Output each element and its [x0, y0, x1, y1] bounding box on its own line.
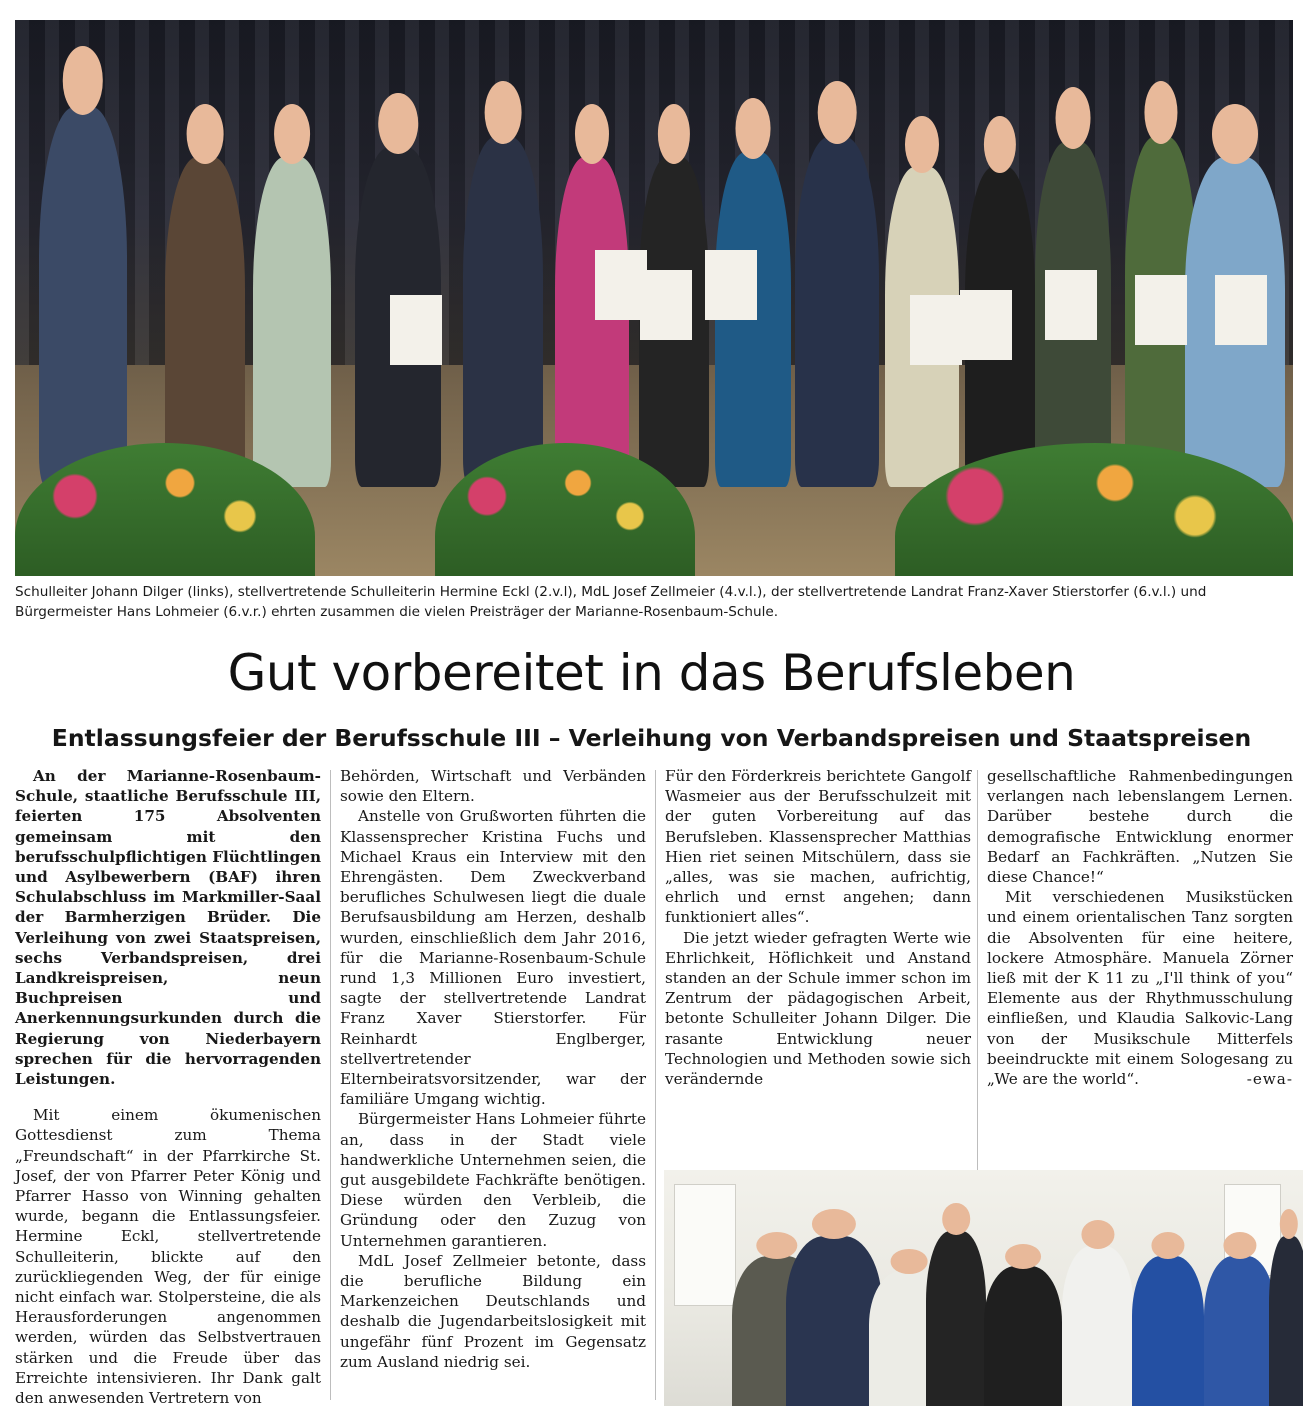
author-signature: -ewa- — [1246, 1070, 1293, 1089]
article-paragraph: Bürgermeister Hans Lohmeier führte an, dass in der Stadt viele handwerkliche Unternehmen seien, die gut ausgebildete Fachkräfte benötigen. Diese würden den Verbleib, die Gründung oder den Zuzug von Unternehmen garantieren. — [340, 1110, 646, 1250]
group-photo — [664, 1170, 1303, 1406]
column-rule — [330, 770, 331, 1400]
person-figure — [984, 1266, 1062, 1406]
article-paragraph: MdL Josef Zellmeier betonte, dass die berufliche Bildung ein Markenzeichen Deutschlands und deshalb die Jugendarbeitslosigkeit mit ungefähr fünf Prozent im Gegensatz zum Ausland niedrig sei. — [340, 1251, 646, 1371]
certificate — [960, 290, 1012, 360]
person-figure — [1132, 1256, 1204, 1406]
article-paragraph: Mit einem ökumenischen Gottesdienst zum Thema „Freundschaft“ in der Pfarrkirche St. Josef, der von Pfarrer Peter König und Pfarrer Hasso von Winning gehalten wurde, begann die Entlassungsfeier. Hermine Eckl, stellvertretende Schulleiterin, blickte auf den zurückliegenden Weg, der für einige nicht einfach war. Stolpersteine, die als Herausforderungen angenommen werden, würden das Selbstvertrauen stärken und die Freude über das Erreichte intensivieren. Ihr Dank galt den anwesenden Vertretern von — [15, 1106, 321, 1408]
certificate — [1215, 275, 1267, 345]
article-column-3 — [665, 766, 971, 1089]
person-figure — [926, 1231, 986, 1406]
certificate — [705, 250, 757, 320]
subheadline: Entlassungsfeier der Berufsschule III – Verleihung von Verbandspreisen und Staatspreisen — [51, 724, 1252, 752]
article-lead: An der Marianne-Rosenbaum-Schule, staatliche Berufsschule III, feierten 175 Absolventen gemeinsam mit den berufsschulpflichtigen Flüchtlingen und Asylbewerbern (BAF) ihren Schulabschluss im Markmiller-Saal der Barmherzigen Brüder. Die Verleihung von zwei Staatspreisen, sechs Verbandspreisen, drei Landkreispreisen, neun Buchpreisen und Anerkennungsurkunden durch die Regierung von Niederbayern sprechen für die hervorragenden Leistungen. — [15, 767, 321, 1089]
person-figure — [555, 157, 629, 487]
person-figure — [463, 137, 543, 487]
person-figure — [39, 107, 127, 487]
photo-caption: Schulleiter Johann Dilger (links), stellvertretende Schulleiterin Hermine Eckl (2.v.l), MdL Josef Zellmeier (4.v.l.), der stellvertretende Landrat Franz-Xaver Stierstorfer (6.v.l.) und Bürgermeister Hans Lohmeier (6.v.r.) ehrten zusammen die vielen Preisträger der Marianne-Rosenbaum-Schule. — [15, 584, 1207, 620]
article-paragraph: gesellschaftliche Rahmenbedingungen verlangen nach lebenslangem Lernen. Darüber bestehe durch die demografische Entwicklung enormer Bedarf an Fachkräften. „Nutzen Sie diese Chance!“ — [987, 767, 1293, 887]
person-figure — [165, 157, 245, 487]
person-figure — [786, 1236, 882, 1406]
article-column-2 — [340, 766, 646, 1372]
article-column-4 — [987, 766, 1293, 1089]
article-paragraph: Für den Förderkreis berichtete Gangolf Wasmeier aus der Berufsschulzeit mit der guten Vorbereitung auf das Berufsleben. Klassensprecher Matthias Hien riet seinen Mitschülern, dass sie „alles, was sie machen, aufrichtig, ehrlich und ernst angehen; dann funktioniert alles“. — [665, 767, 971, 927]
person-figure — [1204, 1256, 1276, 1406]
window-frame — [674, 1184, 736, 1306]
certificate — [390, 295, 442, 365]
certificate — [1135, 275, 1187, 345]
article-paragraph — [987, 887, 1293, 1089]
headline: Gut vorbereitet in das Berufsleben — [227, 644, 1076, 702]
certificate — [1045, 270, 1097, 340]
person-figure — [795, 137, 879, 487]
certificate — [640, 270, 692, 340]
article-paragraph: Anstelle von Grußworten führten die Klassensprecher Kristina Fuchs und Michael Kraus ein Interview mit den Ehrengästen. Dem Zweckverband berufliches Schulwesen liegt die duale Berufsausbildung am Herzen, deshalb wurden, einschließlich dem Jahr 2016, für die Marianne-Rosenbaum-Schule rund 1,3 Millionen Euro investiert, sagte der stellvertretende Landrat Franz Xaver Stierstorfer. Für Reinhardt Englberger, stellvertretender Elternbeiratsvorsitzender, war der familiäre Umgang wichtig. — [340, 807, 646, 1109]
stage-photo — [15, 20, 1293, 576]
column-rule — [655, 770, 656, 1400]
person-figure — [1269, 1236, 1303, 1406]
person-figure — [1062, 1246, 1134, 1406]
article-paragraph: Die jetzt wieder gefragten Werte wie Ehrlichkeit, Höflichkeit und Anstand standen an der Schule immer schon im Zentrum der pädagogischen Arbeit, betonte Schulleiter Johann Dilger. Die rasante Entwicklung neuer Technologien und Methoden sowie sich verändernde — [665, 928, 971, 1089]
certificate — [910, 295, 962, 365]
article-paragraph-text: Mit verschiedenen Musikstücken und einem orientalischen Tanz sorgten die Absolventen für eine heitere, lockere Atmosphäre. Manuela Zörner ließ mit der K 11 zu „I'll think of you“ Elemente aus der Rhythmusschulung einfließen, und Klaudia Salkovic-Lang von der Musikschule Mitterfels beeindruckte mit einem Sologesang zu „We are the world“. — [987, 888, 1293, 1089]
article-column-1 — [15, 766, 321, 1408]
article-paragraph: Behörden, Wirtschaft und Verbänden sowie den Eltern. — [340, 767, 646, 806]
person-figure — [253, 157, 331, 487]
